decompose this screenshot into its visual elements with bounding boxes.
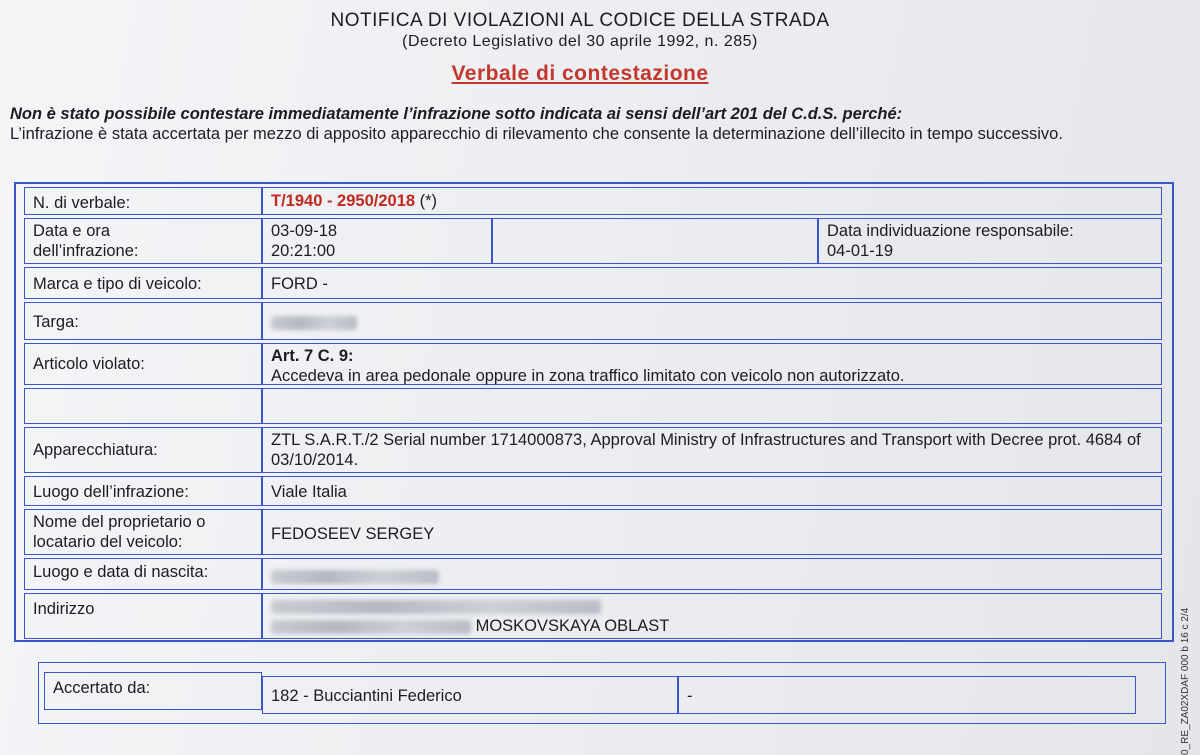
place-value: Viale Italia (262, 476, 1162, 506)
article-label: Articolo violato: (24, 343, 262, 385)
infraction-date: 03-09-18 (271, 222, 338, 240)
document-subtitle: Verbale di contestazione (451, 62, 709, 85)
vehicle-label: Marca e tipo di veicolo: (24, 267, 262, 299)
device-label: Apparecchiatura: (24, 427, 262, 473)
redacted-address-line1 (271, 600, 601, 614)
intro-explanation: L’infrazione è stata accertata per mezzo di apposito apparecchio di rilevamento che consente la determinazione dell’illecito in tempo successivo. (10, 125, 1063, 143)
intro-reason: Non è stato possibile contestare immediatamente l’infrazione sotto indicata ai sensi dell’art 201 del C.d.S. perché: (10, 105, 903, 123)
inspector-label: Accertato da: (44, 672, 262, 710)
verbale-number-prefix: T/1940 - (271, 192, 333, 210)
verbale-number (262, 187, 1162, 215)
device-value: ZTL S.A.R.T./2 Serial number 1714000873, Approval Ministry of Infrastructures and Transport with Decree prot. 4684 of 03/10/2014. (262, 427, 1162, 473)
birth-label: Luogo e data di nascita: (24, 558, 262, 590)
plate-value (262, 302, 1162, 340)
owner-label: Nome del proprietario o locatario del veicolo: (24, 509, 262, 555)
verbale-label: N. di verbale: (24, 187, 262, 215)
infraction-datetime (262, 218, 492, 264)
side-barcode-text: 0_RE_ZA02XDAF 000 b 16 c 2/4 (1180, 607, 1191, 755)
vehicle-value: FORD - (262, 267, 1162, 299)
empty-value-cell (262, 388, 1162, 424)
responsible-date: 04-01-19 (827, 242, 894, 260)
empty-label-cell (24, 388, 262, 424)
address-region: MOSKOVSKAYA OBLAST (475, 617, 670, 635)
redacted-birth (271, 570, 439, 584)
verbale-note: (*) (419, 192, 438, 210)
place-label: Luogo dell’infrazione: (24, 476, 262, 506)
article-heading: Art. 7 C. 9: (271, 347, 354, 365)
owner-value: FEDOSEEV SERGEY (262, 509, 1162, 555)
verbale-number-main: 2950/2018 (337, 192, 416, 210)
birth-value (262, 558, 1162, 590)
responsible-date-cell (818, 218, 1162, 264)
inspector-value: 182 - Bucciantini Federico (262, 676, 678, 714)
address-label: Indirizzo (24, 593, 262, 639)
infraction-time: 20:21:00 (271, 242, 336, 260)
address-value (262, 593, 1162, 639)
inspector-extra: - (678, 676, 1136, 714)
responsible-date-label: Data individuazione responsabile: (827, 222, 1074, 240)
document-title: NOTIFICA DI VIOLAZIONI AL CODICE DELLA STRADA (330, 10, 830, 31)
redacted-plate (271, 316, 357, 330)
article-text: Accedeva in area pedonale oppure in zona traffico limitato con veicolo non autorizzato. (271, 367, 905, 385)
article-value (262, 343, 1162, 385)
empty-cell (492, 218, 818, 264)
datetime-label: Data e ora dell’infrazione: (24, 218, 262, 264)
decree-reference: (Decreto Legislativo del 30 aprile 1992, n. 285) (402, 33, 758, 50)
redacted-address-line2 (271, 620, 471, 634)
plate-label: Targa: (24, 302, 262, 340)
